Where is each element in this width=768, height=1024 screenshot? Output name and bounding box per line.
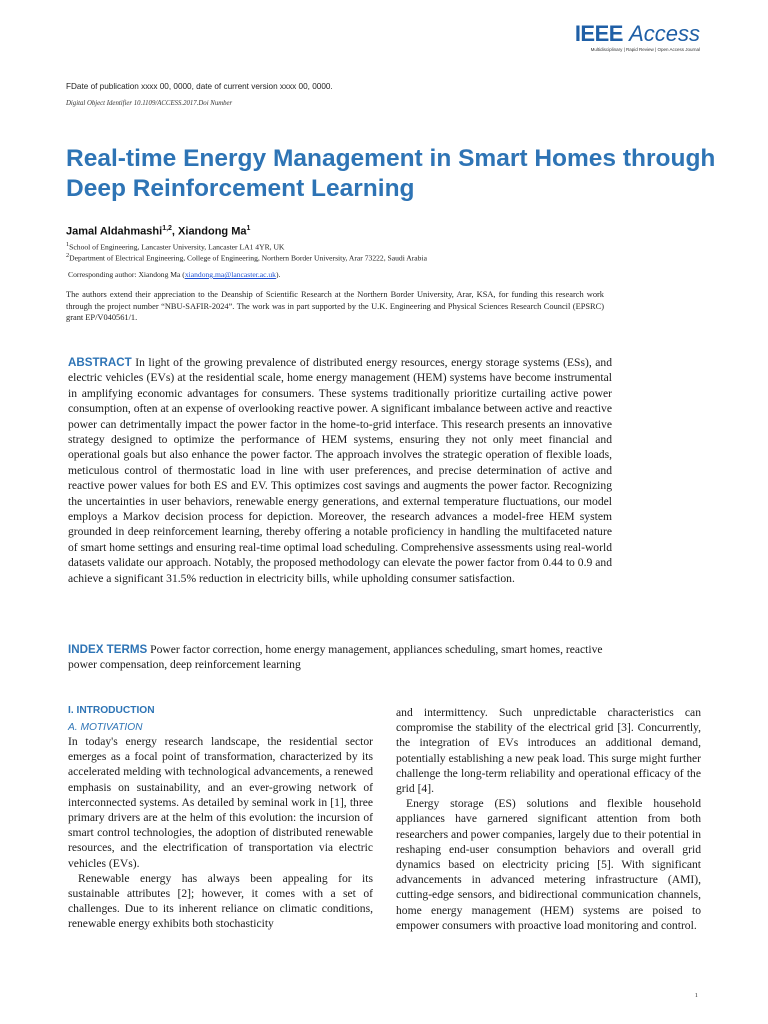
page-number: 1 <box>694 992 698 999</box>
abstract-text: In light of the growing prevalence of distributed energy resources, energy storage systems (ESs), and electric vehicles (EVs) at the residential scale, home energy management (HEM) systems have become instrumental in amplifying economic advantages for consumers. These systems traditionally prioritize curtailing active power consumption, often at an expense of overlooking reactive power. A significant imbalance between active and reactive power can detrimentally impact the power factor in the home-to-grid interface. This research presents an innovative strategy designed to optimize the performance of HEM systems, ensuring they not only meet financial and operational goals but also enhance the power factor. The approach involves the strategic operation of flexible loads, meticulous control of thermostatic load in line with user preferences, and precise determination of active and reactive power values for both ES and EV. This optimizes cost savings and augments the power factor. Recognizing the uncertainties in user behaviors, renewable energy generations, and external temperature fluctuations, our model employs a Markov decision process for depiction. Moreover, the research advances a model-free HEM system grounded in deep reinforcement learning, thereby offering a notable proficiency in handling the multifaceted nature of smart home settings and ensuring real-time optimal load scheduling. Comprehensive assessments using real-world datasets validate our approach. Notably, the proposed methodology can elevate the power factor from 0.44 to 0.9 and achieve a significant 31.5% reduction in electricity bills, while upholding consumer satisfaction. <box>68 356 612 585</box>
funding-statement: The authors extend their appreciation to the Deanship of Scientific Research at the Northern Border University, Arar, KSA, for funding this research work through the project number “NBU-SAFIR-2024”. The work was in part supported by the U.K. Engineering and Physical Sciences Research Council (EPSRC) grant EP/V040561/1. <box>66 290 604 323</box>
index-terms-text: Power factor correction, home energy management, appliances scheduling, smart homes, reactive power compensation, deep reinforcement learning <box>68 643 603 672</box>
affiliation: $^2$Department of Electrical Engineering, College of Engineering, Northern Border University, Arar 73222, Saudi Arabia <box>66 252 427 263</box>
author-name: Jamal Aldahmashi <box>66 225 163 238</box>
logo-wordmark: IEEE Access <box>574 21 700 46</box>
body-paragraph: Energy storage (ES) solutions and flexible household appliances have garnered significant attention from both researchers and power companies, largely due to their potential in reshaping end-user consumption behaviors and overall grid dynamics based on electricity pricing [5]. With significant advancements in advanced metering infrastructure (AMI), cutting-edge sensors, and bidirectional communication channels, home energy management (HEM) systems are poised to empower consumers with proactive load monitoring and control. <box>396 797 701 932</box>
section-heading: I. INTRODUCTION <box>68 705 155 716</box>
publication-dateline: FDate of publication xxxx 00, 0000, date of current version xxxx 00, 0000. <box>66 82 333 91</box>
index-terms-label: INDEX TERMS <box>68 643 148 656</box>
index-terms <box>68 642 612 673</box>
author-line <box>66 225 250 238</box>
author-name: Xiandong Ma <box>178 225 247 238</box>
author-separator: , <box>171 225 179 238</box>
body-paragraph: Renewable energy has always been appealing for its sustainable attributes [2]; however, it comes with a set of challenges. Due to its inherent reliance on climatic conditions, renewable energy exhibits both stochasticity <box>68 871 373 931</box>
corresponding-email-link[interactable]: xiandong.ma@lancaster.ac.uk <box>184 270 276 279</box>
subsection-heading: A. MOTIVATION <box>68 722 143 733</box>
doi-line: Digital Object Identifier 10.1109/ACCESS.2017.Doi Number <box>66 100 233 107</box>
right-column <box>396 705 701 933</box>
logo-tagline: Multidisciplinary | Rapid Review | Open Access Journal <box>590 47 700 52</box>
ieee-access-logo <box>575 22 700 52</box>
left-column <box>68 705 373 932</box>
abstract-label: ABSTRACT <box>68 356 132 369</box>
corresponding-author: Corresponding author: Xiandong Ma (xiandong.ma@lancaster.ac.uk). <box>68 270 281 279</box>
abstract <box>68 355 612 586</box>
author-superscript: 1 <box>246 225 251 232</box>
body-paragraph: In today's energy research landscape, the residential sector emerges as a focal point of transformation, characterized by its accelerated melding with technological advancements, a renewed emphasis on sustainability, and an ever-growing network of interconnected systems. As detailed by seminal work in [1], three primary drivers are at the helm of this evolution: the incursion of smart control technologies, the adoption of distributed renewable resources, and the electrification of transportation via electric vehicles (EVs). <box>68 735 373 870</box>
affiliation: $^1$School of Engineering, Lancaster University, Lancaster LA1 4YR, UK <box>66 241 285 252</box>
author-superscript: 1,2 <box>162 225 172 232</box>
body-paragraph: and intermittency. Such unpredictable characteristics can compromise the stability of the electrical grid [3]. Concurrently, the integration of EVs introduces an additional demand, potentially establishing a new peak load. This surge might further challenge the long-term reliability and operational efficacy of the grid [4]. <box>396 706 701 796</box>
paper-title: Real-time Energy Management in Smart Homes through Deep Reinforcement Learning <box>66 145 716 202</box>
